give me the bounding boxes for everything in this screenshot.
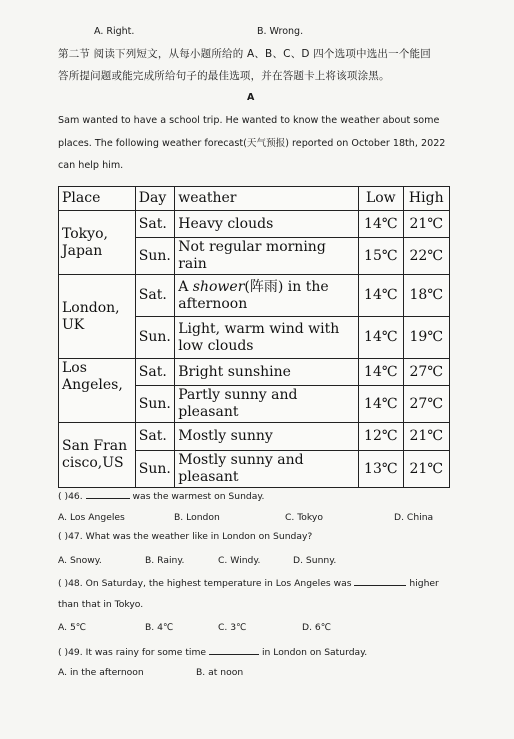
option-b[interactable]: B. at noon <box>196 667 244 678</box>
day-cell: Sat. <box>135 423 174 451</box>
question-47 <box>58 531 312 542</box>
day-cell: Sun. <box>135 238 174 275</box>
passage-line-1: Sam wanted to have a school trip. He wanted to know the weather about some <box>58 115 440 126</box>
question-text-end: higher <box>409 578 439 589</box>
high-cell: 21℃ <box>403 423 449 451</box>
place-london: London, UK <box>62 299 120 333</box>
weather-text-post: (阵雨) in the afternoon <box>178 278 329 312</box>
weather-cell: Mostly sunny and pleasant <box>175 451 359 488</box>
weather-cell: Light, warm wind with low clouds <box>175 317 359 359</box>
day-cell: Sat. <box>135 275 174 317</box>
header-high: High <box>403 187 449 211</box>
option-c[interactable]: C. Tokyo <box>285 512 323 523</box>
option-a[interactable]: A. Snowy. <box>58 555 102 566</box>
place-cell <box>59 359 136 423</box>
section-instruction-2: 答所提问题或能完成所给句子的最佳选项，并在答题卡上将该项涂黑。 <box>58 70 390 82</box>
day-cell: Sat. <box>135 359 174 386</box>
question-number: ( )46. <box>58 491 83 502</box>
day-cell: Sun. <box>135 451 174 488</box>
weather-cell: Partly sunny and pleasant <box>175 386 359 423</box>
weather-cell: Bright sunshine <box>175 359 359 386</box>
place-cell <box>59 211 136 275</box>
answer-blank[interactable] <box>209 644 259 655</box>
place-cell <box>59 423 136 488</box>
table-row <box>59 275 450 317</box>
place-tokyo: Tokyo, Japan <box>62 225 108 259</box>
weather-text-pre: A <box>178 278 193 295</box>
high-cell: 21℃ <box>403 211 449 238</box>
high-cell: 22℃ <box>403 238 449 275</box>
option-a-prev: A. Right. <box>94 26 135 37</box>
low-cell: 14℃ <box>359 275 403 317</box>
low-cell: 14℃ <box>359 317 403 359</box>
option-a[interactable]: A. 5℃ <box>58 622 87 633</box>
option-c[interactable]: C. 3℃ <box>218 622 247 633</box>
option-d[interactable]: D. 6℃ <box>302 622 332 633</box>
high-cell: 27℃ <box>403 359 449 386</box>
weather-cell: Not regular morning rain <box>175 238 359 275</box>
place-los-angeles: Los Angeles, <box>62 360 123 393</box>
low-cell: 14℃ <box>359 359 403 386</box>
weather-cell: Mostly sunny <box>175 423 359 451</box>
low-cell: 14℃ <box>359 211 403 238</box>
low-cell: 15℃ <box>359 238 403 275</box>
weather-table <box>58 186 450 488</box>
question-text-end: in London on Saturday. <box>261 647 368 658</box>
option-b-prev: B. Wrong. <box>257 26 304 37</box>
header-weather: weather <box>175 187 359 211</box>
table-row <box>59 211 450 238</box>
header-day: Day <box>135 187 174 211</box>
place-cell <box>59 275 136 359</box>
high-cell: 18℃ <box>403 275 449 317</box>
question-number: ( )47. <box>58 531 83 542</box>
table-header-row <box>59 187 450 211</box>
option-b[interactable]: B. Rainy. <box>145 555 185 566</box>
high-cell: 27℃ <box>403 386 449 423</box>
passage-label: A <box>247 92 255 103</box>
day-cell: Sat. <box>135 211 174 238</box>
question-48 <box>58 575 439 589</box>
passage-line-3: can help him. <box>58 160 124 171</box>
option-d[interactable]: D. Sunny. <box>293 555 337 566</box>
weather-cell <box>175 275 359 317</box>
option-c[interactable]: C. Windy. <box>218 555 261 566</box>
table-row <box>59 423 450 451</box>
header-place: Place <box>59 187 136 211</box>
option-b[interactable]: B. 4℃ <box>145 622 174 633</box>
question-text: It was rainy for some time <box>85 647 207 658</box>
option-a[interactable]: A. in the afternoon <box>58 667 144 678</box>
section-instruction-1: 第二节 阅读下列短文，从每小题所给的 A、B、C、D 四个选项中选出一个能回 <box>58 48 431 60</box>
header-low: Low <box>359 187 403 211</box>
passage-line-2: places. The following weather forecast(天气预报) reported on October 18th, 2022 <box>58 138 446 149</box>
low-cell: 14℃ <box>359 386 403 423</box>
weather-text-emphasis: shower <box>192 278 245 295</box>
low-cell: 12℃ <box>359 423 403 451</box>
question-46 <box>58 488 264 502</box>
question-number: ( )49. <box>58 647 83 658</box>
answer-blank[interactable] <box>354 575 406 586</box>
place-san-francisco: San Francisco,US <box>62 438 128 471</box>
question-49 <box>58 644 367 658</box>
answer-blank[interactable] <box>86 488 130 499</box>
weather-cell: Heavy clouds <box>175 211 359 238</box>
option-d[interactable]: D. China <box>394 512 434 523</box>
question-number: ( )48. <box>58 578 83 589</box>
question-48-continued: than that in Tokyo. <box>58 599 144 610</box>
low-cell: 13℃ <box>359 451 403 488</box>
question-text: was the warmest on Sunday. <box>132 491 265 502</box>
day-cell: Sun. <box>135 317 174 359</box>
option-a[interactable]: A. Los Angeles <box>58 512 125 523</box>
question-text: What was the weather like in London on Sunday? <box>85 531 313 542</box>
table-row <box>59 359 450 386</box>
option-b[interactable]: B. London <box>174 512 220 523</box>
high-cell: 21℃ <box>403 451 449 488</box>
question-text: On Saturday, the highest temperature in Los Angeles was <box>85 578 352 589</box>
day-cell: Sun. <box>135 386 174 423</box>
high-cell: 19℃ <box>403 317 449 359</box>
